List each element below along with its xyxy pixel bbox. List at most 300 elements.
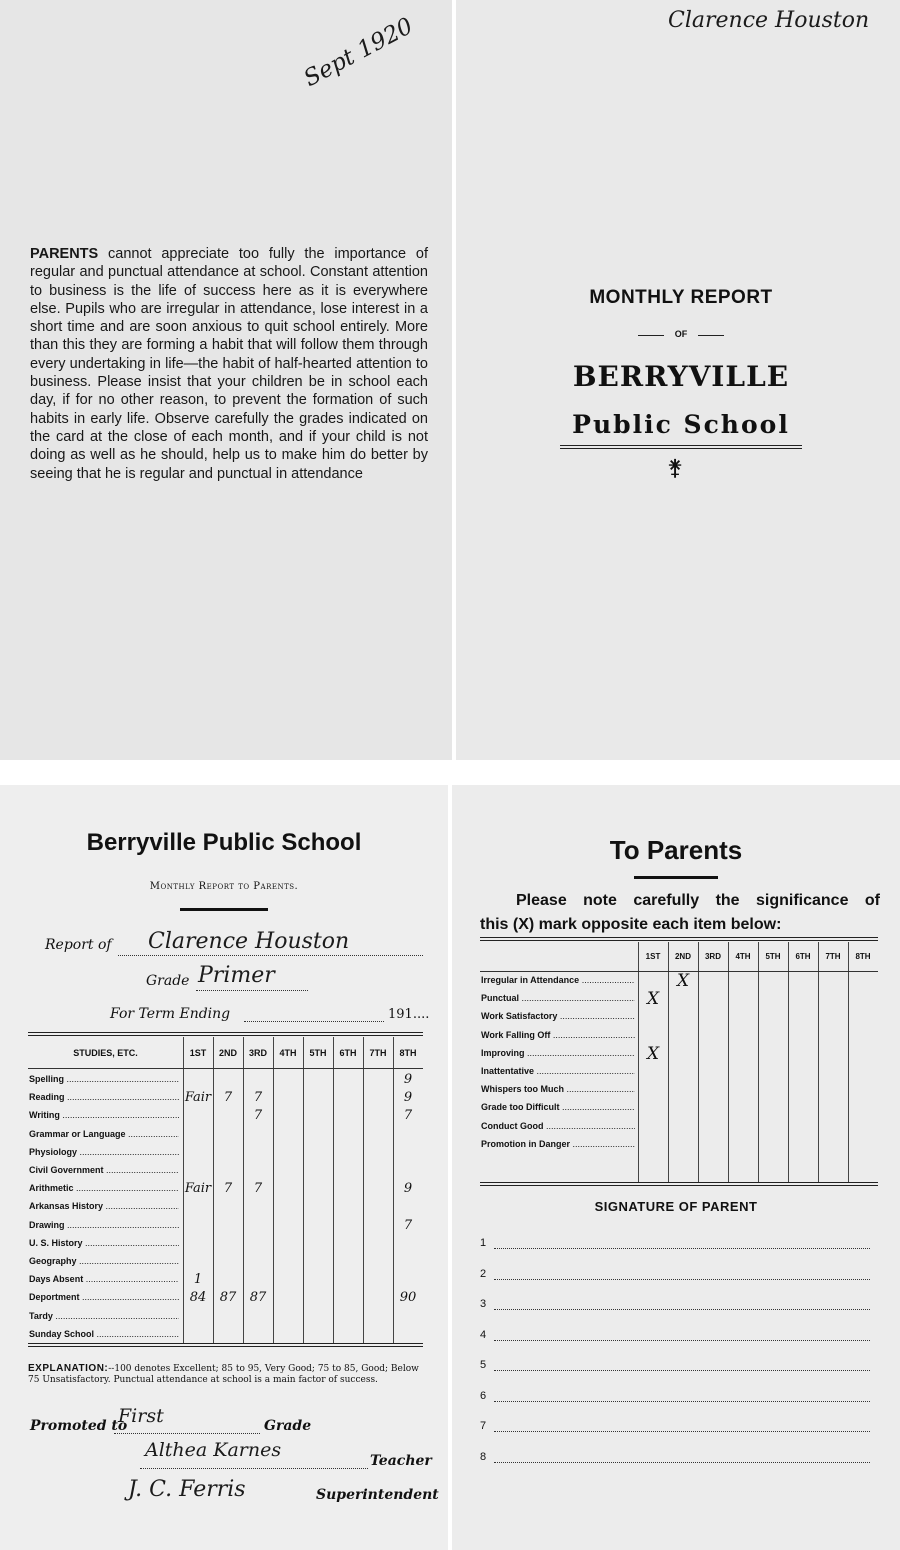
x-mark: [788, 972, 818, 990]
grade-mark: [333, 1180, 363, 1198]
signature-line[interactable]: [480, 1420, 870, 1440]
subject-label: Tardy .....: [29, 1311, 179, 1321]
signature-line[interactable]: [480, 1359, 870, 1379]
grade-mark: [363, 1217, 393, 1235]
x-column-divider: [698, 942, 699, 1182]
grade-mark: [213, 1126, 243, 1144]
x-mark: [638, 1136, 668, 1154]
grade-mark: [303, 1289, 333, 1307]
signature-dotted-line: [494, 1340, 870, 1341]
grade-mark: [363, 1253, 393, 1271]
grade-mark: [213, 1253, 243, 1271]
grade-mark: Fair: [184, 1090, 212, 1106]
grade-mark: 1: [193, 1272, 203, 1288]
subject-label: Arkansas History .....: [29, 1201, 179, 1211]
grade-mark: [213, 1217, 243, 1235]
grade-mark: [273, 1107, 303, 1125]
grade-mark: [393, 1308, 423, 1326]
x-mark: [758, 990, 788, 1008]
grade-mark: [333, 1253, 363, 1271]
grade-mark: [303, 1107, 333, 1125]
back-cover-panel: [0, 0, 452, 760]
grade-mark: [303, 1326, 333, 1344]
x-item-label: Irregular in Attendance .....: [481, 975, 635, 985]
x-mark: [788, 1099, 818, 1117]
grade-mark: [333, 1162, 363, 1180]
subject-label: Sunday School .....: [29, 1329, 179, 1339]
grade-mark: [243, 1071, 273, 1089]
x-header-divider: [480, 971, 878, 972]
grade-mark: [333, 1289, 363, 1307]
column-divider: [363, 1037, 364, 1343]
grade-mark: [363, 1235, 393, 1253]
cover-rule: [560, 445, 802, 449]
grade-mark: [243, 1162, 273, 1180]
signature-dotted-line: [494, 1462, 870, 1463]
grade-mark: [183, 1198, 213, 1216]
ornament-icon: ⚵: [667, 455, 684, 480]
grade-mark: [363, 1144, 393, 1162]
x-mark: [848, 1081, 878, 1099]
x-item-label: Conduct Good .....: [481, 1121, 635, 1131]
column-divider: [303, 1037, 304, 1343]
owner-handwritten-name: Clarence Houston: [668, 8, 870, 33]
subject-label: Arithmetic .....: [29, 1183, 179, 1193]
grid-top-rule-2: [28, 1035, 423, 1036]
grade-mark: [243, 1271, 273, 1289]
grade-mark: [333, 1235, 363, 1253]
signature-dotted-line: [494, 1431, 870, 1432]
x-column-divider: [788, 942, 789, 1182]
x-mark: [668, 1136, 698, 1154]
student-name: Clarence Houston: [148, 929, 350, 954]
x-mark: [638, 1118, 668, 1136]
x-item-label: Work Satisfactory .....: [481, 1011, 635, 1021]
grade-mark: [363, 1126, 393, 1144]
grade-mark: 9: [403, 1090, 413, 1106]
x-mark: [818, 1027, 848, 1045]
grade-mark: [183, 1217, 213, 1235]
grade-value: Primer: [198, 963, 275, 988]
grade-mark: 84: [189, 1290, 207, 1306]
x-mark: [668, 1063, 698, 1081]
x-mark: [728, 1136, 758, 1154]
grade-mark: [303, 1253, 333, 1271]
x-mark: [848, 1027, 878, 1045]
grade-mark: [303, 1144, 333, 1162]
to-parents-rule: [634, 876, 718, 879]
x-mark: [728, 972, 758, 990]
grade-mark: 7: [403, 1108, 413, 1124]
x-mark: [818, 1118, 848, 1136]
grid-bottom-rule-2: [28, 1346, 423, 1347]
cover-school-name: BERRYVILLE: [572, 360, 790, 393]
grade-mark: [273, 1144, 303, 1162]
x-mark: [788, 1118, 818, 1136]
notice-lead: PARENTS: [30, 246, 99, 262]
x-month-header: 1ST: [645, 952, 661, 961]
x-month-header: 4TH: [735, 952, 751, 961]
grade-mark: [183, 1107, 213, 1125]
x-mark: [788, 1081, 818, 1099]
grade-mark: [183, 1308, 213, 1326]
x-column-divider: [728, 942, 729, 1182]
grid-top-rule: [28, 1032, 423, 1033]
report-title: Berryville Public School: [86, 829, 362, 856]
report-panel: [0, 785, 448, 1550]
x-mark: [758, 1081, 788, 1099]
grade-mark: [213, 1162, 243, 1180]
signature-dotted-line: [494, 1401, 870, 1402]
grade-mark: [273, 1071, 303, 1089]
note-line-1: Please note carefully the significance of: [516, 892, 880, 909]
title-rule: [180, 908, 268, 911]
grade-mark: [273, 1126, 303, 1144]
column-divider: [273, 1037, 274, 1343]
grade-mark: [363, 1271, 393, 1289]
report-of-line: [118, 955, 423, 956]
grade-mark: [303, 1180, 333, 1198]
x-mark: [638, 972, 668, 990]
x-item-label: Promotion in Danger .....: [481, 1139, 635, 1149]
x-month-header: 7TH: [825, 952, 841, 961]
grade-mark: [243, 1253, 273, 1271]
grade-mark: [393, 1144, 423, 1162]
x-month-header: 2ND: [674, 952, 691, 961]
signature-dotted-line: [494, 1248, 870, 1249]
x-mark: [638, 1081, 668, 1099]
to-parents-note: [480, 889, 880, 937]
grade-mark: 7: [253, 1181, 263, 1197]
cover-school-type: Public School: [572, 410, 790, 439]
x-mark: [668, 1008, 698, 1026]
x-mark: [728, 1027, 758, 1045]
x-mark: [698, 1027, 728, 1045]
x-mark: [758, 1136, 788, 1154]
x-mark: [788, 1008, 818, 1026]
grade-mark: [393, 1235, 423, 1253]
x-mark: [728, 1099, 758, 1117]
x-mark: [758, 972, 788, 990]
x-mark: [638, 1099, 668, 1117]
grade-mark: 7: [403, 1217, 413, 1233]
x-mark: X: [676, 971, 690, 991]
report-subtitle: Monthly Report to Parents.: [149, 881, 299, 892]
column-divider: [183, 1037, 184, 1343]
grade-mark: [303, 1198, 333, 1216]
grade-mark: [303, 1308, 333, 1326]
grade-mark: 9: [403, 1181, 413, 1197]
grade-mark: 9: [403, 1072, 413, 1087]
x-grid-top-rule: [480, 937, 878, 938]
signature-number: 4: [480, 1328, 487, 1341]
x-mark: X: [646, 1043, 660, 1064]
term-label: For Term Ending: [110, 1006, 231, 1022]
grade-mark: [273, 1235, 303, 1253]
x-mark: [698, 1118, 728, 1136]
grade-mark: [213, 1144, 243, 1162]
column-divider: [393, 1037, 394, 1343]
x-item-label: Improving .....: [481, 1048, 635, 1058]
x-mark: [758, 1118, 788, 1136]
x-mark: [668, 1027, 698, 1045]
grade-mark: [393, 1126, 423, 1144]
notice-text: cannot appreciate too fully the importance of regular and punctual attendance at school. Constant attention to business is the life of success here as it is everywhere else. Pupils who are irregular in attendance, lose interest in a short time and are soon anxious to quit school entirely. More than this they are forming a habit that will follow them through every undertaking in life—the habit of half-hearted attention to business. Please insist that your children be in school each day, if for no other reason, to prevent the formation of such habits in early life. Observe carefully the grades indicated on the card at the close of each month, and if your child is not doing as well as he should, help us to make him do better by seeing that he is regular and punctual in attendance: [30, 246, 429, 482]
signature-number: 5: [480, 1359, 487, 1371]
report-of-label: Report of: [45, 937, 112, 953]
grades-table: [28, 1037, 423, 1343]
grade-mark: [363, 1071, 393, 1089]
grade-mark: 87: [249, 1290, 267, 1306]
grade-mark: [333, 1326, 363, 1344]
grade-mark: [183, 1253, 213, 1271]
signature-dotted-line: [494, 1279, 870, 1280]
grade-mark: [273, 1271, 303, 1289]
grade-mark: [183, 1126, 213, 1144]
signature-line[interactable]: [480, 1451, 870, 1471]
grade-mark: [243, 1126, 273, 1144]
x-mark: [668, 990, 698, 1008]
x-month-header: 3RD: [704, 952, 721, 961]
x-mark: [728, 1081, 758, 1099]
x-mark: [668, 1081, 698, 1099]
subject-label: Writing .....: [29, 1110, 179, 1120]
x-mark: [698, 990, 728, 1008]
grade-mark: [333, 1107, 363, 1125]
x-grid-bottom-rule: [480, 1182, 878, 1183]
x-mark: [698, 972, 728, 990]
promoted-line: [114, 1433, 260, 1434]
grade-label: Grade: [146, 973, 190, 989]
note-line-2: this (X) mark opposite each item below:: [480, 916, 782, 933]
x-mark: X: [646, 989, 660, 1010]
grade-mark: [303, 1089, 333, 1107]
month-header: 8TH: [399, 1048, 417, 1058]
grade-mark: [183, 1144, 213, 1162]
x-item-label: Punctual .....: [481, 993, 635, 1003]
teacher-label: Teacher: [370, 1453, 432, 1469]
signature-line[interactable]: [480, 1237, 870, 1257]
signature-line[interactable]: [480, 1268, 870, 1288]
term-year: 191....: [388, 1007, 430, 1022]
grid-bottom-rule: [28, 1343, 423, 1344]
x-mark: [818, 1081, 848, 1099]
column-divider: [243, 1037, 244, 1343]
grade-mark: [213, 1271, 243, 1289]
grade-mark: 87: [219, 1290, 237, 1306]
grade-mark: [393, 1162, 423, 1180]
grade-mark: [393, 1326, 423, 1344]
subject-label: Grammar or Language .....: [29, 1129, 179, 1139]
x-item-label: Inattentative .....: [481, 1066, 635, 1076]
signature-number: 6: [480, 1389, 487, 1402]
signature-line[interactable]: [480, 1390, 870, 1410]
grade-mark: [333, 1308, 363, 1326]
subject-label: Spelling .....: [29, 1074, 179, 1084]
grade-mark: [183, 1162, 213, 1180]
x-column-divider: [758, 942, 759, 1182]
signature-line[interactable]: [480, 1298, 870, 1318]
x-mark: [728, 990, 758, 1008]
x-mark: [758, 1008, 788, 1026]
superintendent-label: Superintendent: [316, 1487, 439, 1503]
month-header: 5TH: [309, 1048, 327, 1058]
front-cover-panel: [456, 0, 900, 760]
x-mark: [788, 1027, 818, 1045]
grade-mark: [333, 1089, 363, 1107]
grade-mark: [213, 1326, 243, 1344]
to-parents-panel: [452, 785, 900, 1550]
x-mark: [698, 1045, 728, 1063]
grade-mark: [333, 1144, 363, 1162]
x-mark: [848, 1099, 878, 1117]
signature-number: 1: [480, 1237, 487, 1249]
x-column-divider: [668, 942, 669, 1182]
grade-mark: 7: [253, 1108, 263, 1124]
subject-label: Deportment .....: [29, 1292, 179, 1302]
signature-dotted-line: [494, 1309, 870, 1310]
promoted-label: Promoted to: [30, 1418, 128, 1434]
grade-mark: [243, 1308, 273, 1326]
month-header: 6TH: [339, 1048, 357, 1058]
explanation-text: --100 denotes Excellent; 85 to 95, Very Good; 75 to 85, Good; Below 75 Unsatisfactory. Punctual attendance at school is a main factor of success.: [28, 1364, 419, 1385]
x-mark: [848, 1118, 878, 1136]
grade-mark: 7: [223, 1181, 233, 1197]
x-mark: [698, 1081, 728, 1099]
signature-number: 7: [480, 1420, 487, 1432]
x-mark: [848, 1136, 878, 1154]
grade-mark: [273, 1198, 303, 1216]
grade-mark: [363, 1326, 393, 1344]
x-mark: [848, 1063, 878, 1081]
x-mark: [728, 1045, 758, 1063]
signature-number: 2: [480, 1267, 487, 1280]
signature-heading: SIGNATURE OF PARENT: [594, 1199, 758, 1214]
x-month-header: 8TH: [855, 952, 871, 961]
grade-mark: [273, 1089, 303, 1107]
column-divider: [213, 1037, 214, 1343]
month-header: 2ND: [218, 1048, 237, 1058]
grade-mark: [303, 1071, 333, 1089]
x-mark: [728, 1008, 758, 1026]
teacher-signature: Althea Karnes: [145, 1439, 282, 1461]
grade-mark: [393, 1253, 423, 1271]
x-month-header: 5TH: [765, 952, 781, 961]
x-mark: [848, 1008, 878, 1026]
grade-mark: [363, 1107, 393, 1125]
x-mark: [668, 1099, 698, 1117]
x-column-divider: [638, 942, 639, 1182]
parents-notice: [30, 245, 428, 483]
x-mark: [638, 1008, 668, 1026]
x-mark: [848, 990, 878, 1008]
grade-mark: [333, 1217, 363, 1235]
x-mark: [788, 990, 818, 1008]
subject-label: Civil Government .....: [29, 1165, 179, 1175]
x-mark: [638, 1027, 668, 1045]
x-mark: [698, 1063, 728, 1081]
grade-mark: [363, 1162, 393, 1180]
x-mark-table: [480, 942, 878, 1182]
x-mark: [698, 1099, 728, 1117]
grade-mark: [213, 1235, 243, 1253]
grade-mark: [303, 1162, 333, 1180]
grade-mark: [363, 1198, 393, 1216]
signature-line[interactable]: [480, 1329, 870, 1349]
grade-mark: [333, 1071, 363, 1089]
subject-label: Physiology .....: [29, 1147, 179, 1157]
signature-number: 8: [480, 1450, 487, 1463]
x-item-label: Work Falling Off .....: [481, 1030, 635, 1040]
grade-mark: [183, 1235, 213, 1253]
signature-number: 3: [480, 1298, 487, 1310]
grade-mark: [303, 1235, 333, 1253]
x-mark: [818, 1045, 848, 1063]
x-mark: [668, 1118, 698, 1136]
explanation: [28, 1363, 426, 1386]
cover-title: MONTHLY REPORT: [589, 287, 773, 308]
x-mark: [638, 1063, 668, 1081]
x-mark: [788, 1063, 818, 1081]
x-mark: [818, 972, 848, 990]
grade-mark: [363, 1089, 393, 1107]
grade-mark: [273, 1180, 303, 1198]
grade-mark: [363, 1180, 393, 1198]
grade-mark: [303, 1271, 333, 1289]
grade-mark: [213, 1071, 243, 1089]
column-divider: [333, 1037, 334, 1343]
grade-mark: [243, 1198, 273, 1216]
x-mark: [788, 1045, 818, 1063]
grade-mark: [393, 1271, 423, 1289]
x-mark: [848, 972, 878, 990]
grade-mark: [303, 1217, 333, 1235]
grade-mark: [333, 1198, 363, 1216]
grade-mark: Fair: [184, 1181, 212, 1197]
grade-mark: [303, 1126, 333, 1144]
grade-mark: [363, 1308, 393, 1326]
x-mark: [758, 1063, 788, 1081]
grade-mark: 90: [399, 1290, 417, 1306]
subject-label: Drawing .....: [29, 1220, 179, 1230]
promoted-value: First: [118, 1405, 164, 1427]
grade-mark: [183, 1071, 213, 1089]
grade-mark: [243, 1235, 273, 1253]
term-line: [244, 1021, 384, 1022]
x-mark: [758, 1099, 788, 1117]
x-item-label: Grade too Difficult .....: [481, 1102, 635, 1112]
cover-of: OF: [638, 329, 724, 339]
x-mark: [698, 1008, 728, 1026]
grade-mark: [273, 1326, 303, 1344]
teacher-line: [140, 1468, 368, 1469]
subject-label: Reading .....: [29, 1092, 179, 1102]
x-month-header: 6TH: [795, 952, 811, 961]
x-item-label: Whispers too Much .....: [481, 1084, 635, 1094]
x-mark: [728, 1118, 758, 1136]
grade-mark: [183, 1326, 213, 1344]
x-mark: [728, 1063, 758, 1081]
grade-mark: [363, 1289, 393, 1307]
handwritten-date: Sept 1920: [299, 13, 418, 93]
to-parents-title: To Parents: [609, 835, 743, 865]
x-mark: [818, 1099, 848, 1117]
x-mark: [698, 1136, 728, 1154]
grade-mark: [393, 1198, 423, 1216]
grade-mark: [333, 1271, 363, 1289]
grade-mark: 7: [223, 1090, 233, 1106]
grade-mark: [273, 1217, 303, 1235]
